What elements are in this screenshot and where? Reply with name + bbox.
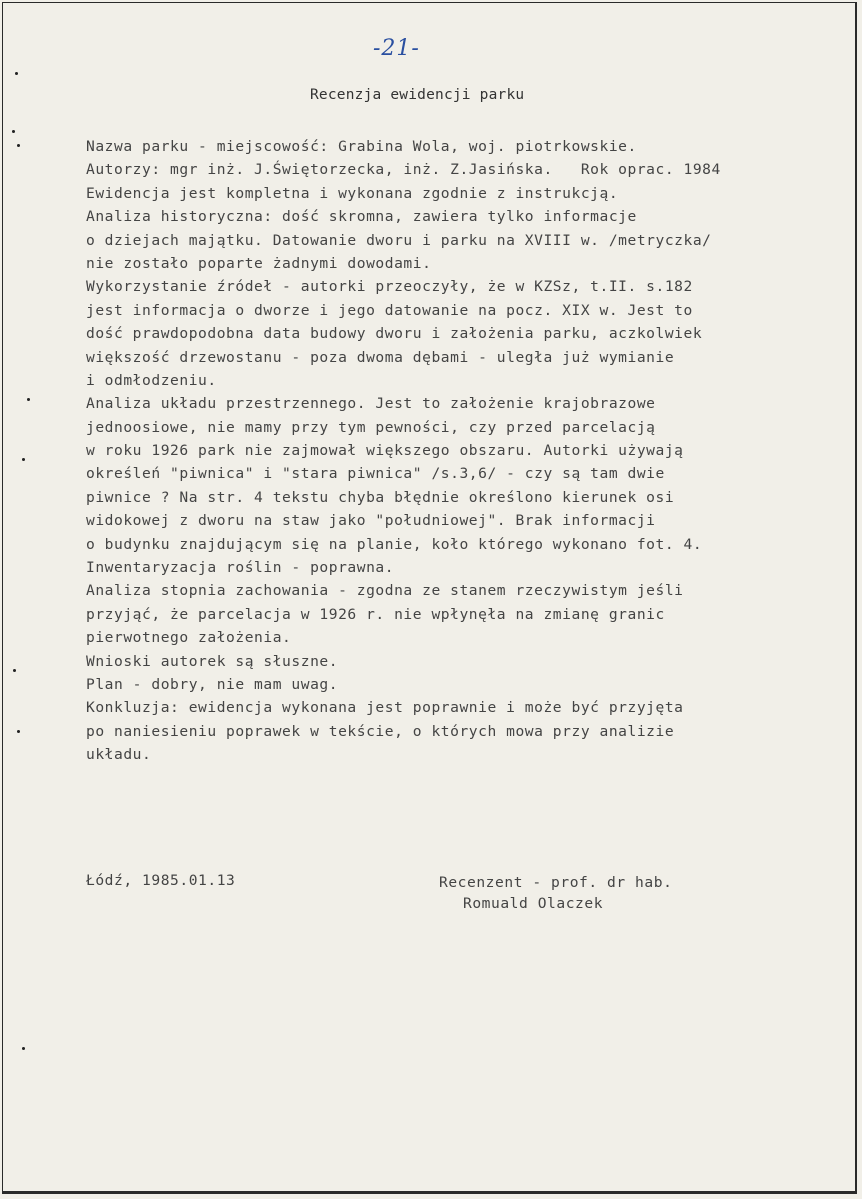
punch-hole-mark xyxy=(12,130,15,133)
text-line: widokowej z dworu na staw jako "południowej". Brak informacji xyxy=(86,512,656,530)
review-body xyxy=(86,135,836,767)
punch-hole-mark xyxy=(22,1047,25,1050)
text-line: większość drzewostanu - poza dwoma dębami - uległa już wymianie xyxy=(86,348,675,366)
text-line: w roku 1926 park nie zajmował większego obszaru. Autorki używają xyxy=(86,442,684,460)
text-line: Konkluzja: ewidencja wykonana jest poprawnie i może być przyjęta xyxy=(86,699,684,717)
punch-hole-mark xyxy=(17,144,20,147)
text-line: przyjąć, że parcelacja w 1926 r. nie wpłynęła na zmianę granic xyxy=(86,605,665,623)
text-line: Wykorzystanie źródeł - autorki przeoczyły, że w KZSz, t.II. s.182 xyxy=(86,278,693,296)
text-line: Inwentaryzacja roślin - poprawna. xyxy=(86,559,395,577)
reviewer-signature-block xyxy=(439,872,672,914)
text-line: Analiza historyczna: dość skromna, zawiera tylko informacje xyxy=(86,208,637,226)
place-and-date: Łódź, 1985.01.13 xyxy=(86,872,236,889)
text-line: o budynku znajdującym się na planie, koło którego wykonano fot. 4. xyxy=(86,535,703,553)
text-line: Plan - dobry, nie mam uwag. xyxy=(86,675,339,693)
punch-hole-mark xyxy=(13,669,16,672)
punch-hole-mark xyxy=(15,72,18,75)
text-line: jest informacja o dworze i jego datowanie na pocz. XIX w. Jest to xyxy=(86,301,693,319)
text-line: Analiza stopnia zachowania - zgodna ze stanem rzeczywistym jeśli xyxy=(86,582,684,600)
text-line: dość prawdopodobna data budowy dworu i założenia parku, aczkolwiek xyxy=(86,325,703,343)
text-line: po naniesieniu poprawek w tekście, o których mowa przy analizie xyxy=(86,722,675,740)
text-line: nie zostało poparte żadnymi dowodami. xyxy=(86,254,432,272)
text-line: Autorzy: mgr inż. J.Świętorzecka, inż. Z.Jasińska. Rok oprac. 1984 xyxy=(86,161,721,179)
text-line: Wnioski autorek są słuszne. xyxy=(86,652,339,670)
page-number: -21- xyxy=(373,36,420,61)
punch-hole-mark xyxy=(22,458,25,461)
text-line: piwnice ? Na str. 4 tekstu chyba błędnie określono kierunek osi xyxy=(86,488,675,506)
text-line: Ewidencja jest kompletna i wykonana zgodnie z instrukcją. xyxy=(86,184,619,202)
text-line: układu. xyxy=(86,746,152,764)
text-line: Analiza układu przestrzennego. Jest to założenie krajobrazowe xyxy=(86,395,656,413)
text-line: Nazwa parku - miejscowość: Grabina Wola, woj. piotrkowskie. xyxy=(86,138,637,155)
reviewer-name: Romuald Olaczek xyxy=(463,895,604,912)
text-line: o dziejach majątku. Datowanie dworu i parku na XVIII w. /metryczka/ xyxy=(86,231,712,249)
text-line: jednoosiowe, nie mamy przy tym pewności, czy przed parcelacją xyxy=(86,418,656,436)
text-line: i odmłodzeniu. xyxy=(86,371,217,389)
text-line: pierwotnego założenia. xyxy=(86,629,292,647)
reviewer-title: Recenzent - prof. dr hab. xyxy=(439,874,673,891)
document-title: Recenzja ewidencji parku xyxy=(310,87,525,103)
punch-hole-mark xyxy=(17,730,20,733)
text-line: określeń "piwnica" i "stara piwnica" /s.3,6/ - czy są tam dwie xyxy=(86,465,665,483)
punch-hole-mark xyxy=(27,398,30,401)
